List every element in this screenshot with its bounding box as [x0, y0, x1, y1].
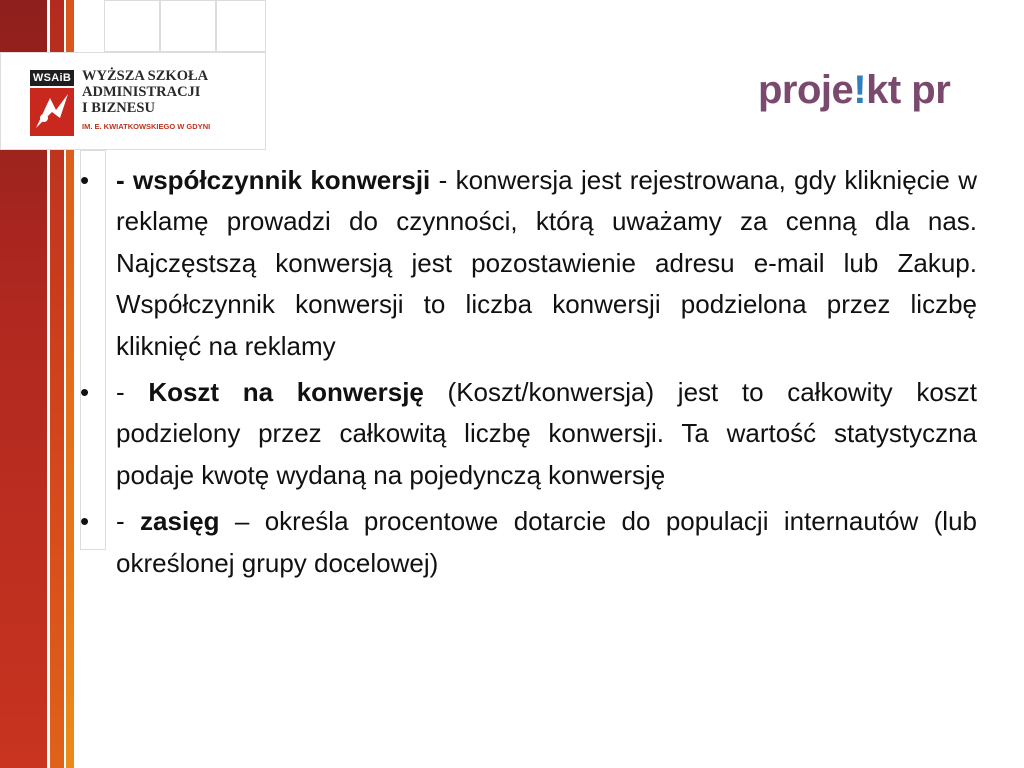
- bullet-prefix: -: [116, 377, 149, 408]
- bullet-item: [80, 501, 977, 584]
- decor-grid-square: [216, 0, 266, 52]
- school-name-line: WYŻSZA SZKOŁA: [82, 68, 209, 84]
- bullet-text: - konwersja jest rejestrowana, gdy kliknięcie w reklamę prowadzi do czynności, którą uważamy za cenną dla nas. Najczęstszą konwersją jest pozostawienie adresu e-mail lub Zakup. Współczynnik konwersji to liczba konwersji podzielona przez liczbę kliknięć na reklamy: [116, 165, 977, 361]
- school-subtitle: IM. E. KWIATKOWSKIEGO W GDYNI: [82, 122, 211, 131]
- decor-grid-square: [160, 0, 216, 52]
- school-emblem-icon: [30, 88, 74, 136]
- decor-grid-square: [104, 0, 160, 52]
- brand-part-a: proje: [758, 68, 854, 112]
- bullet-prefix: -: [116, 506, 141, 537]
- brand-part-b: kt pr: [866, 68, 951, 112]
- school-name-line: I BIZNESU: [82, 100, 155, 116]
- brand-mark: !: [853, 68, 867, 112]
- bullet-text: (Koszt/konwersja) jest to całkowity koszt podzielony przez całkowitą liczbę konwersji. Ta wartość statystyczna podaje kwotę wydaną na pojedynczą konwersję: [116, 377, 978, 490]
- school-name: [82, 68, 262, 116]
- bullet-symbol: •: [80, 165, 90, 195]
- bullet-item: [80, 160, 977, 367]
- slide-body: [80, 160, 977, 589]
- school-name-line: ADMINISTRACJI: [82, 84, 201, 100]
- bullet-symbol: •: [80, 506, 90, 537]
- bullet-term: zasięg: [140, 506, 220, 537]
- bullet-symbol: •: [80, 377, 90, 408]
- bullet-text: – określa procentowe dotarcie do populacji internautów (lub określonej grupy docelowej): [116, 506, 977, 578]
- projekt-pr-logo: [758, 70, 950, 110]
- logo-tag: WSAiB: [30, 70, 74, 86]
- bullet-item: [80, 372, 977, 496]
- bullet-term: Koszt na konwersję: [148, 377, 424, 408]
- bullet-term: - współczynnik konwersji: [116, 165, 431, 195]
